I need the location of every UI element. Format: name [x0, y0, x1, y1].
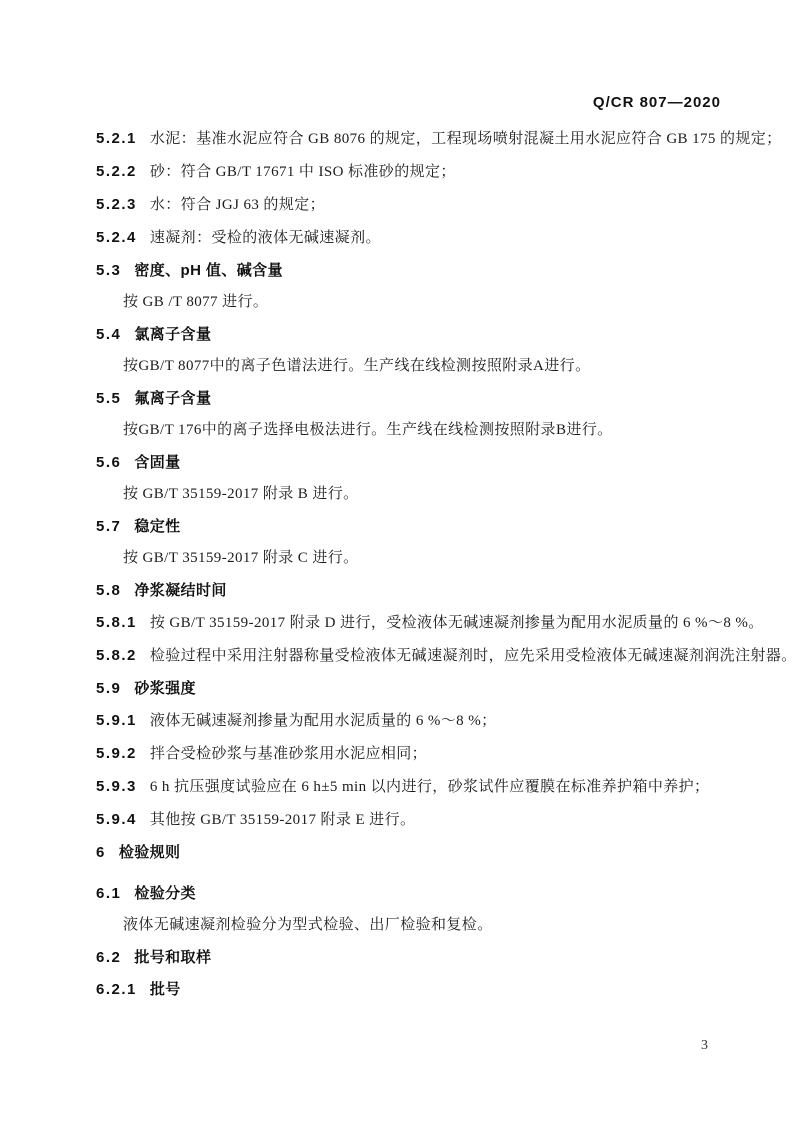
heading-text: 批号和取样 [134, 949, 212, 966]
heading-5.8 [96, 582, 734, 599]
doc-number-header: Q/CR 807—2020 [592, 94, 721, 111]
clause-5.2.2 [96, 163, 734, 181]
heading-6.1 [96, 885, 734, 902]
heading-number: 5.8 [96, 582, 122, 599]
paragraph: 按 GB /T 8077 进行。 [123, 294, 269, 310]
document-body [96, 130, 797, 1013]
clause-text: 速凝剂：受检的液体无碱速凝剂。 [149, 230, 381, 246]
chapter-text: 检验规则 [118, 844, 181, 861]
heading-text: 批号 [149, 981, 181, 998]
clause-number: 5.9.4 [96, 811, 137, 828]
heading-5.5 [96, 390, 734, 407]
clause-text: 按 GB/T 35159-2017 附录 D 进行，受检液体无碱速凝剂掺量为配用水泥质量的 6 %～8 %。 [149, 615, 764, 631]
clause-number: 5.8.2 [96, 647, 137, 664]
heading-text: 砂浆强度 [134, 680, 196, 697]
clause-number: 5.2.1 [96, 130, 137, 147]
heading-text: 含固量 [134, 454, 181, 471]
heading-text: 密度、pH 值、碱含量 [134, 262, 283, 279]
chapter-number: 6 [96, 844, 106, 861]
heading-text: 氟离子含量 [134, 390, 212, 407]
clause-number: 5.8.1 [96, 614, 137, 631]
heading-number: 6.2 [96, 949, 122, 966]
heading-6.2 [96, 949, 734, 966]
clause-5.9.3 [96, 778, 734, 796]
clause-text: 砂：符合 GB/T 17671 中 ISO 标准砂的规定； [149, 164, 456, 180]
heading-number: 6.2.1 [96, 981, 137, 998]
paragraph: 液体无碱速凝剂检验分为型式检验、出厂检验和复检。 [123, 917, 493, 933]
clause-5.8.2 [96, 647, 797, 665]
heading-5.4 [96, 326, 734, 343]
clause-5.8.1 [96, 614, 764, 632]
clause-5.2.4 [96, 229, 734, 247]
paragraph: 按GB/T 176中的离子选择电极法进行。生产线在线检测按照附录B进行。 [123, 422, 613, 438]
paragraph: 按GB/T 8077中的离子色谱法进行。生产线在线检测按照附录A进行。 [123, 358, 591, 374]
heading-text: 净浆凝结时间 [134, 582, 227, 599]
heading-5.3 [96, 262, 734, 279]
heading-6.2.1 [96, 981, 734, 998]
heading-5.9 [96, 680, 734, 697]
clause-number: 5.9.2 [96, 745, 137, 762]
clause-text: 其他按 GB/T 35159-2017 附录 E 进行。 [149, 812, 416, 828]
clause-5.9.4 [96, 811, 734, 829]
chapter-6 [96, 844, 734, 861]
clause-text: 拌合受检砂浆与基准砂浆用水泥应相同； [149, 746, 428, 762]
heading-text: 检验分类 [134, 885, 196, 902]
clause-5.2.1 [96, 130, 782, 148]
clause-5.2.3 [96, 196, 734, 214]
clause-5.9.2 [96, 745, 734, 763]
clause-text: 水泥：基准水泥应符合 GB 8076 的规定，工程现场喷射混凝土用水泥应符合 GB 175 的规定； [149, 131, 782, 147]
clause-text: 检验过程中采用注射器称量受检液体无碱速凝剂时，应先采用受检液体无碱速凝剂润洗注射器。 [149, 648, 797, 664]
paragraph: 按 GB/T 35159-2017 附录 B 进行。 [123, 486, 359, 502]
heading-number: 5.4 [96, 326, 122, 343]
clause-number: 5.9.1 [96, 712, 137, 729]
clause-text: 液体无碱速凝剂掺量为配用水泥质量的 6 %～8 %； [149, 713, 497, 729]
heading-text: 稳定性 [134, 518, 181, 535]
heading-number: 5.7 [96, 518, 122, 535]
heading-number: 5.6 [96, 454, 122, 471]
clause-number: 5.2.2 [96, 163, 137, 180]
page-number: 3 [701, 1038, 708, 1053]
clause-text: 6 h 抗压强度试验应在 6 h±5 min 以内进行，砂浆试件应覆膜在标准养护箱中养护； [149, 779, 710, 795]
heading-text: 氯离子含量 [134, 326, 212, 343]
clause-number: 5.2.3 [96, 196, 137, 213]
paragraph: 按 GB/T 35159-2017 附录 C 进行。 [123, 550, 359, 566]
heading-5.6 [96, 454, 734, 471]
clause-number: 5.2.4 [96, 229, 137, 246]
heading-number: 6.1 [96, 885, 122, 902]
heading-number: 5.9 [96, 680, 122, 697]
clause-5.9.1 [96, 712, 734, 730]
clause-number: 5.9.3 [96, 778, 137, 795]
heading-number: 5.3 [96, 262, 122, 279]
heading-5.7 [96, 518, 734, 535]
heading-number: 5.5 [96, 390, 122, 407]
clause-text: 水：符合 JGJ 63 的规定； [149, 197, 326, 213]
